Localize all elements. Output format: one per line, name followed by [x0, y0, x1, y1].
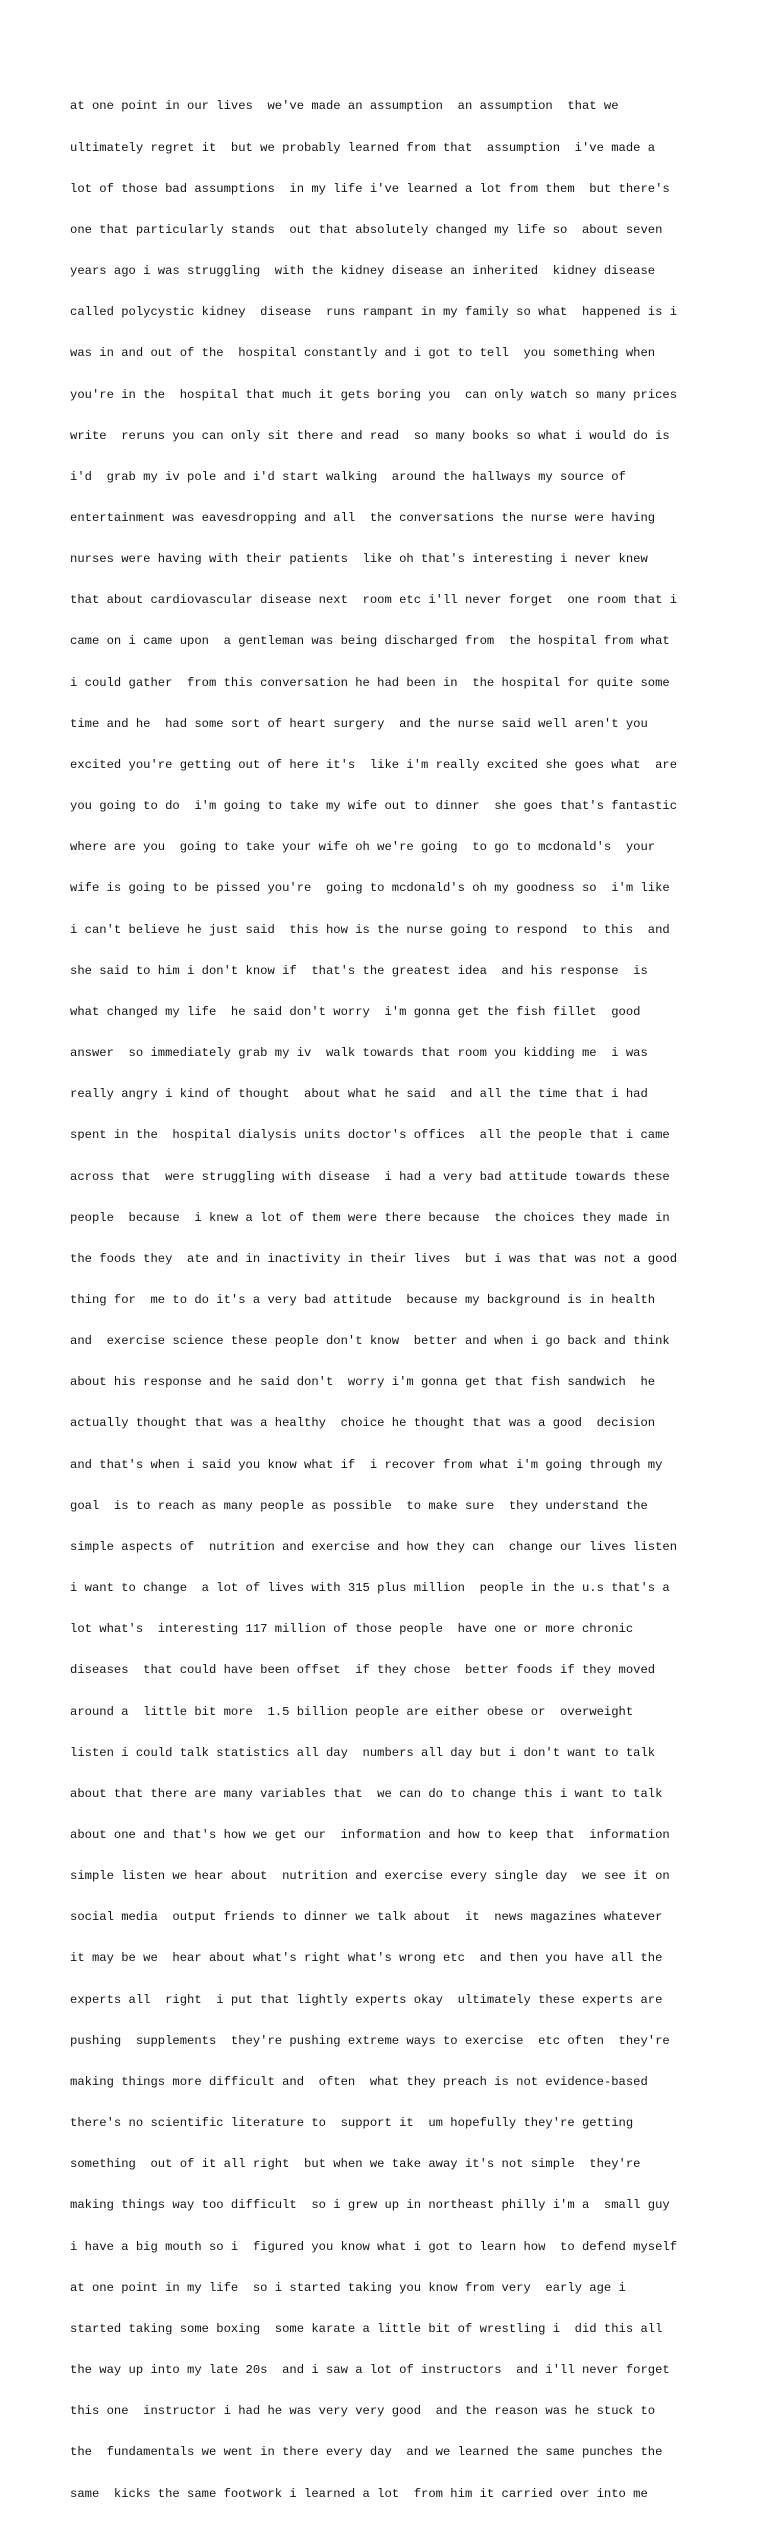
text-line: you going to do i'm going to take my wife out to dinner she goes that's fantastic [70, 799, 678, 814]
text-line: the fundamentals we went in there every day and we learned the same punches the [70, 2445, 663, 2460]
text-line: about his response and he said don't worry i'm gonna get that fish sandwich he [70, 1375, 656, 1390]
text-line: time and he had some sort of heart surgery and the nurse said well aren't you [70, 716, 648, 731]
text-line: at one point in my life so i started taking you know from very early age i [70, 2280, 626, 2295]
text-line: lot of those bad assumptions in my life i've learned a lot from them but there's [70, 181, 670, 196]
text-line: making things more difficult and often what they preach is not evidence-based [70, 2074, 648, 2089]
text-line: social media output friends to dinner we talk about it news magazines whatever [70, 1910, 663, 1925]
text-line: people because i knew a lot of them were there because the choices they made in [70, 1210, 670, 1225]
text-line: i'd grab my iv pole and i'd start walking around the hallways my source of [70, 469, 626, 484]
text-line: wife is going to be pissed you're going to mcdonald's oh my goodness so i'm like [70, 881, 670, 896]
text-line: across that were struggling with disease i had a very bad attitude towards these [70, 1169, 670, 1184]
text-line: making things way too difficult so i grew up in northeast philly i'm a small guy [70, 2198, 670, 2213]
text-line: i have a big mouth so i figured you know what i got to learn how to defend myself [70, 2239, 678, 2254]
text-line: listen i could talk statistics all day numbers all day but i don't want to talk [70, 1745, 656, 1760]
text-line: really angry i kind of thought about what he said and all the time that i had [70, 1087, 648, 1102]
text-line: came on i came upon a gentleman was being discharged from the hospital from what [70, 634, 670, 649]
text-line: diseases that could have been offset if they chose better foods if they moved [70, 1663, 656, 1678]
text-line: what changed my life he said don't worry i'm gonna get the fish fillet good [70, 1004, 641, 1019]
text-line: spent in the hospital dialysis units doctor's offices all the people that i came [70, 1128, 670, 1143]
text-line: i could gather from this conversation he had been in the hospital for quite some [70, 675, 670, 690]
text-line: same kicks the same footwork i learned a lot from him it carried over into me [70, 2486, 648, 2501]
text-line: lot what's interesting 117 million of those people have one or more chronic [70, 1622, 634, 1637]
text-line: years ago i was struggling with the kidney disease an inherited kidney disease [70, 264, 656, 279]
text-line: one that particularly stands out that absolutely changed my life so about seven [70, 222, 663, 237]
text-line: the foods they ate and in inactivity in their lives but i was that was not a good [70, 1251, 678, 1266]
text-line: actually thought that was a healthy choice he thought that was a good decision [70, 1416, 656, 1431]
text-line: write reruns you can only sit there and read so many books so what i would do is [70, 428, 670, 443]
text-line: experts all right i put that lightly experts okay ultimately these experts are [70, 1992, 663, 2007]
text-line: at one point in our lives we've made an assumption an assumption that we [70, 99, 619, 114]
text-line: about that there are many variables that we can do to change this i want to talk [70, 1786, 663, 1801]
text-line: you're in the hospital that much it gets boring you can only watch so many prices [70, 387, 678, 402]
text-line: where are you going to take your wife oh we're going to go to mcdonald's your [70, 840, 656, 855]
text-line: nurses were having with their patients like oh that's interesting i never knew [70, 552, 648, 567]
text-line: there's no scientific literature to support it um hopefully they're getting [70, 2116, 634, 2131]
text-line: simple listen we hear about nutrition and exercise every single day we see it on [70, 1869, 670, 1884]
text-line: excited you're getting out of here it's like i'm really excited she goes what are [70, 757, 678, 772]
text-line: was in and out of the hospital constantly and i got to tell you something when [70, 346, 656, 361]
text-line: around a little bit more 1.5 billion people are either obese or overweight [70, 1704, 634, 1719]
text-line: answer so immediately grab my iv walk towards that room you kidding me i was [70, 1046, 648, 1061]
text-line: thing for me to do it's a very bad attitude because my background is in health [70, 1292, 656, 1307]
text-line: entertainment was eavesdropping and all the conversations the nurse were having [70, 511, 656, 525]
text-line: called polycystic kidney disease runs rampant in my family so what happened is i [70, 305, 678, 320]
text-line: this one instructor i had he was very very good and the reason was he stuck to [70, 2404, 656, 2419]
text-line: i can't believe he just said this how is the nurse going to respond to this and [70, 922, 670, 937]
text-line: it may be we hear about what's right what's wrong etc and then you have all the [70, 1951, 663, 1966]
text-line: simple aspects of nutrition and exercise and how they can change our lives listen [70, 1539, 678, 1554]
text-line: and exercise science these people don't know better and when i go back and think [70, 1334, 670, 1349]
text-line: ultimately regret it but we probably learned from that assumption i've made a [70, 140, 656, 155]
text-line: something out of it all right but when we take away it's not simple they're [70, 2157, 641, 2172]
text-line: goal is to reach as many people as possible to make sure they understand the [70, 1498, 648, 1513]
text-line: and that's when i said you know what if i recover from what i'm going through my [70, 1457, 663, 1472]
text-line: i want to change a lot of lives with 315 plus million people in the u.s that's a [70, 1581, 670, 1596]
text-line: pushing supplements they're pushing extreme ways to exercise etc often they're [70, 2033, 670, 2048]
text-line: started taking some boxing some karate a little bit of wrestling i did this all [70, 2321, 663, 2336]
text-line: the way up into my late 20s and i saw a lot of instructors and i'll never forget [70, 2363, 670, 2378]
text-line: she said to him i don't know if that's the greatest idea and his response is [70, 963, 648, 978]
transcript-text [70, 73, 710, 2529]
text-line: about one and that's how we get our information and how to keep that information [70, 1828, 670, 1842]
text-line: that about cardiovascular disease next room etc i'll never forget one room that i [70, 593, 678, 608]
